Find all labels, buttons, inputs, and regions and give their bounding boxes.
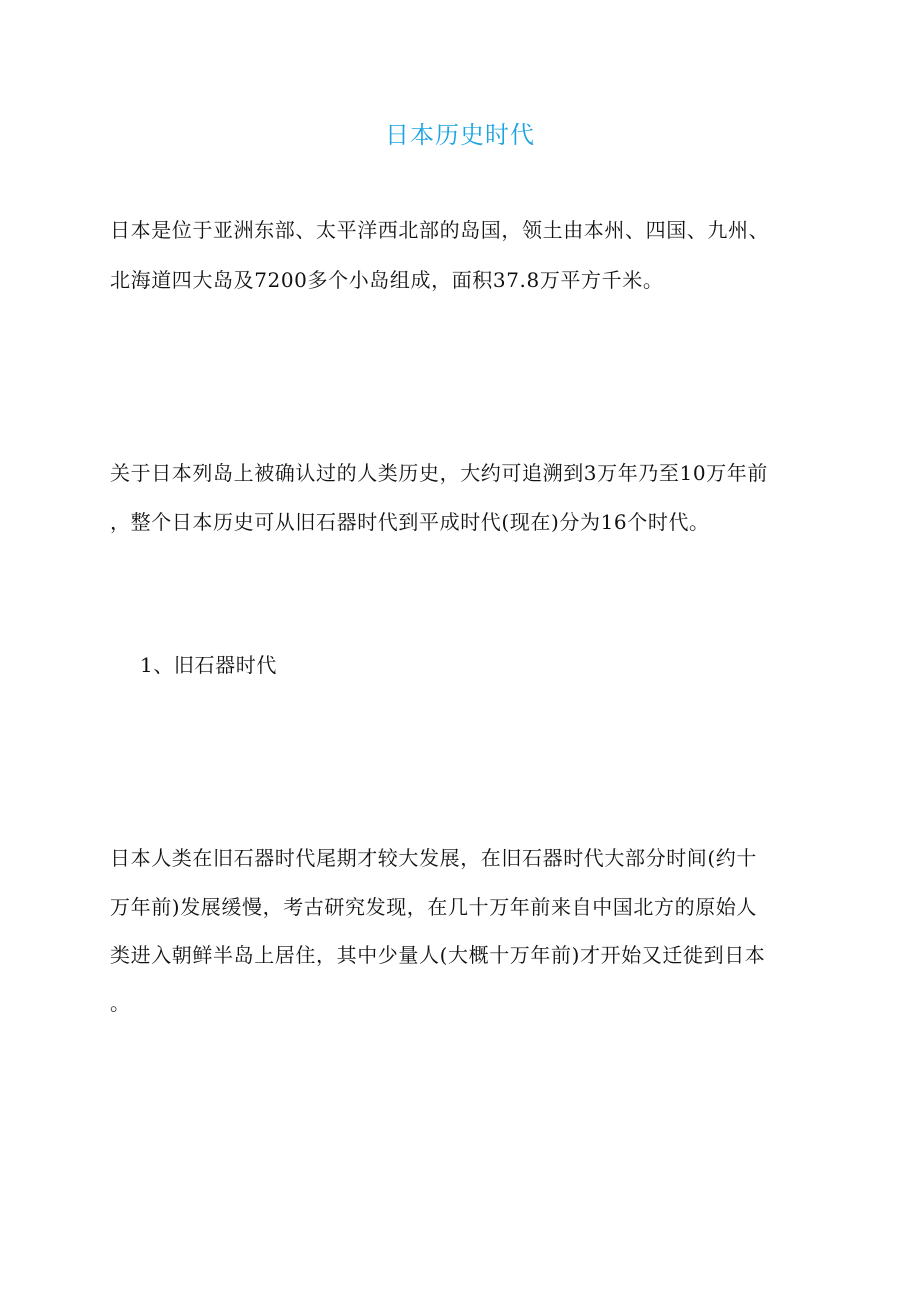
paragraph-line: 北海道四大岛及7200多个小岛组成，面积37.8万平方千米。: [110, 268, 664, 292]
paragraph-line: 万年前)发展缓慢，考古研究发现，在几十万年前来自中国北方的原始人: [110, 895, 758, 919]
paragraph-line: ，整个日本历史可从旧石器时代到平成时代(现在)分为16个时代。: [110, 510, 710, 534]
section-heading: 1、旧石器时代: [140, 653, 277, 677]
paragraph-line: 。: [110, 991, 131, 1015]
paragraph-line: 日本是位于亚洲东部、太平洋西北部的岛国，领土由本州、四国、九州、: [110, 218, 770, 242]
page-title: 日本历史时代: [385, 121, 535, 149]
paragraph-line: 关于日本列岛上被确认过的人类历史，大约可追溯到3万年乃至10万年前: [110, 461, 768, 485]
paragraph-line: 类进入朝鲜半岛上居住，其中少量人(大概十万年前)才开始又迁徙到日本: [110, 943, 766, 967]
paragraph-line: 日本人类在旧石器时代尾期才较大发展，在旧石器时代大部分时间(约十: [110, 846, 758, 870]
